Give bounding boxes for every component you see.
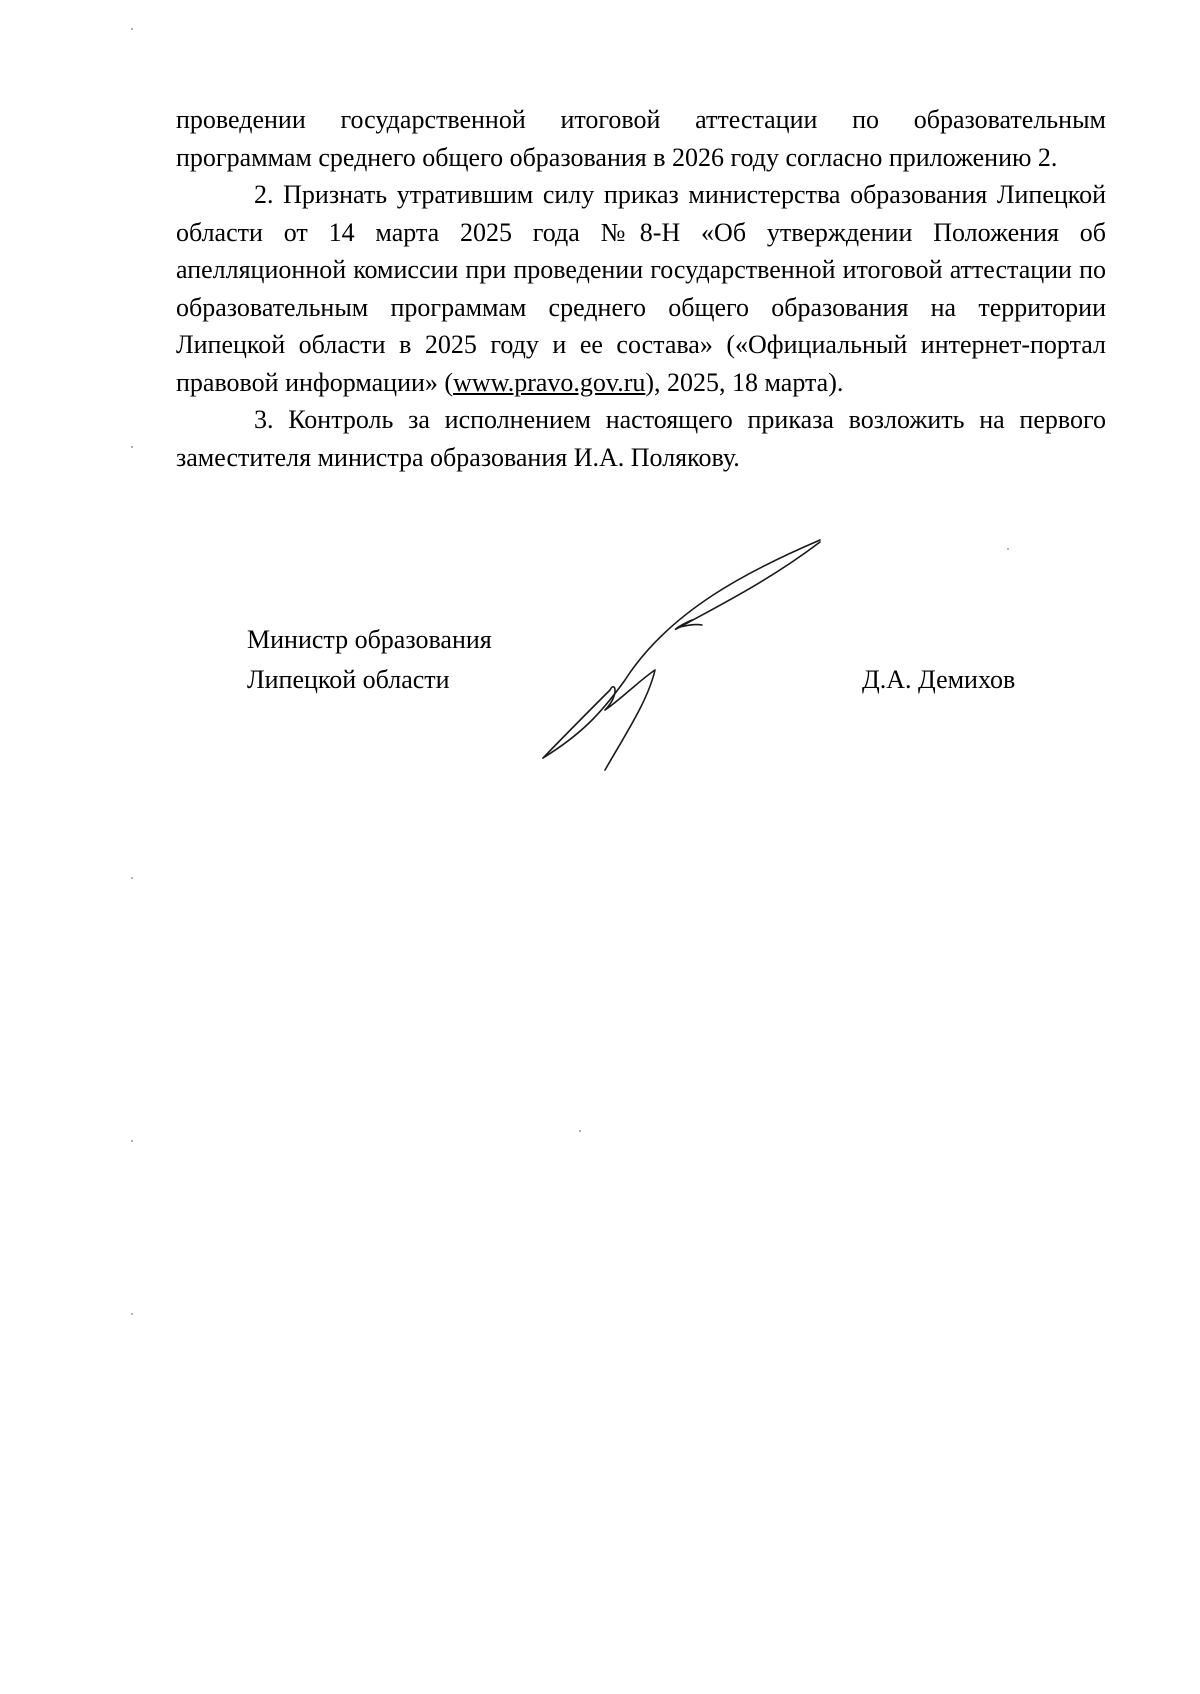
scan-speck	[131, 446, 133, 448]
signature-stroke-upper	[676, 542, 820, 629]
position-line-1: Министр образования	[247, 625, 492, 654]
item-2-text: 2. Признать утратившим силу приказ министерства образования Липецкой области от 14 марта 2025 года №8-Н «Об утверждении Положения об апелляционной комиссии при проведении государственной итоговой аттестации по образовательным программам среднего общего образования на территории Липецкой области в 2025 году и ее состава» («Официальный интернет-портал правовой информации» (	[176, 180, 1106, 397]
scan-speck	[131, 877, 133, 879]
scan-speck	[131, 1140, 133, 1142]
handwritten-signature	[520, 530, 840, 780]
signature-stroke-loop	[543, 670, 655, 770]
document-body	[176, 101, 1106, 476]
paragraph-continuation: проведении государственной итоговой аттестации по образовательным программам среднего общего образования в 2026 году согласно приложению 2.	[176, 105, 1106, 172]
signatory-name: Д.А. Демихов	[862, 665, 1016, 694]
scan-speck	[1007, 548, 1009, 550]
scan-speck	[579, 1130, 581, 1132]
paragraph-item-3: 3. Контроль за исполнением настоящего приказа возложить на первого заместителя министра образования И.А. Полякову.	[176, 405, 1106, 472]
signature-stroke-main	[543, 540, 820, 758]
position-line-2: Липецкой области	[247, 665, 450, 694]
item-2-text-end: ), 2025, 18 марта).	[645, 367, 844, 397]
scan-speck	[131, 1313, 133, 1315]
paragraph-item-2	[176, 176, 1106, 401]
scan-speck	[131, 28, 133, 30]
pravo-gov-link[interactable]: www.pravo.gov.ru	[453, 367, 646, 397]
signatory-position	[247, 620, 492, 700]
